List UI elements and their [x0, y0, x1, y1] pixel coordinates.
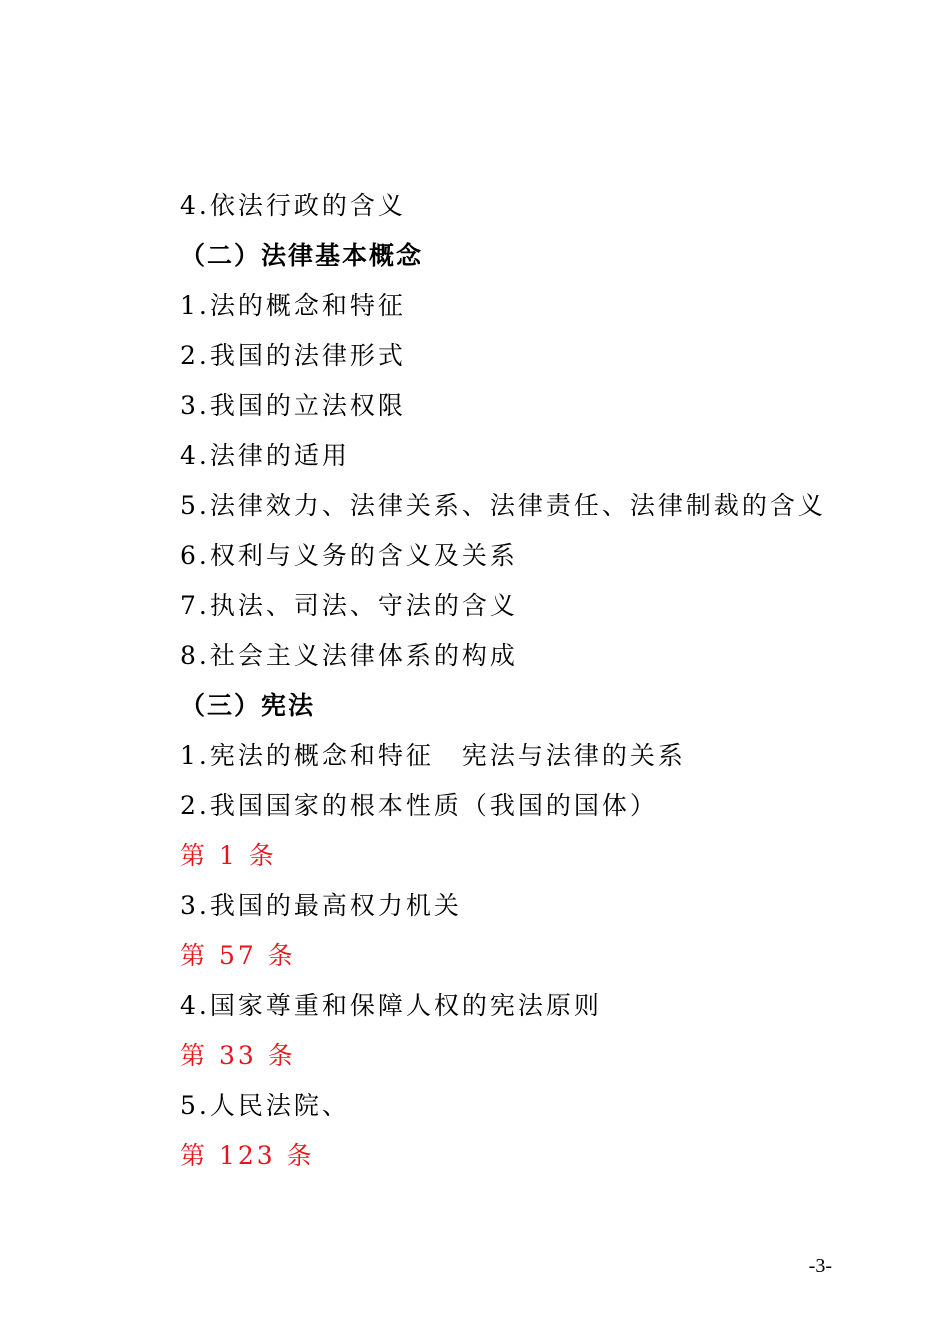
outline-item: 2.我国的法律形式	[180, 341, 406, 370]
outline-item: 8.社会主义法律体系的构成	[180, 641, 518, 670]
outline-item: 1.宪法的概念和特征 宪法与法律的关系	[180, 741, 686, 770]
outline-item: 3.我国的最高权力机关	[180, 891, 462, 920]
section-heading: （三）宪法	[180, 691, 316, 720]
outline-item: 1.法的概念和特征	[180, 291, 406, 320]
outline-item: 4.国家尊重和保障人权的宪法原则	[180, 991, 602, 1020]
outline-item: 5.人民法院、	[180, 1091, 350, 1120]
article-reference: 第 123 条	[180, 1141, 315, 1170]
article-reference: 第 57 条	[180, 941, 296, 970]
outline-item: 4.依法行政的含义	[180, 191, 406, 220]
outline-item: 6.权利与义务的含义及关系	[180, 541, 518, 570]
article-reference: 第 1 条	[180, 841, 277, 870]
page-number: -3-	[808, 1255, 832, 1277]
outline-item: 5.法律效力、法律关系、法律责任、法律制裁的含义	[180, 491, 826, 520]
outline-item: 3.我国的立法权限	[180, 391, 406, 420]
outline-item: 4.法律的适用	[180, 441, 350, 470]
outline-item: 7.执法、司法、守法的含义	[180, 591, 518, 620]
section-heading: （二）法律基本概念	[180, 241, 424, 270]
outline-item: 2.我国国家的根本性质（我国的国体）	[180, 791, 658, 820]
article-reference: 第 33 条	[180, 1041, 296, 1070]
